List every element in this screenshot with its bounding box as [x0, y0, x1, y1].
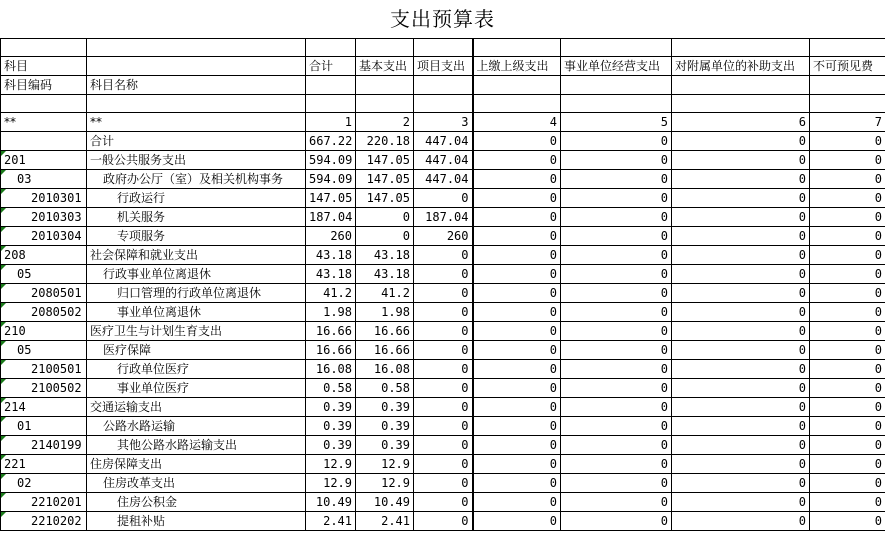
value-cell[interactable]: 0 — [414, 493, 473, 512]
value-cell[interactable]: 0 — [414, 189, 473, 208]
value-cell[interactable]: 0 — [672, 208, 810, 227]
header-row — [1, 57, 885, 76]
blank-cell[interactable] — [810, 95, 885, 113]
index-cell[interactable]: 4 — [473, 113, 561, 132]
table-row — [1, 360, 885, 379]
value-cell[interactable]: 0.39 — [306, 417, 356, 436]
header-cell[interactable] — [672, 76, 810, 95]
subject-code-cell[interactable]: 2010304 — [1, 227, 87, 246]
value-cell[interactable]: 2.41 — [306, 512, 356, 531]
blank-row — [1, 95, 885, 113]
value-cell[interactable]: 0 — [561, 284, 672, 303]
subject-name-cell[interactable]: 其他公路水路运输支出 — [87, 436, 306, 455]
index-cell[interactable]: ** — [1, 113, 87, 132]
value-cell[interactable]: 0 — [672, 246, 810, 265]
value-cell[interactable]: 16.08 — [356, 360, 414, 379]
value-cell[interactable]: 0 — [810, 151, 885, 170]
value-cell[interactable]: 41.2 — [306, 284, 356, 303]
value-cell[interactable]: 0 — [473, 151, 561, 170]
value-cell[interactable]: 0 — [473, 208, 561, 227]
value-cell[interactable]: 16.66 — [356, 341, 414, 360]
value-cell[interactable]: 0 — [810, 455, 885, 474]
blank-cell[interactable] — [561, 39, 672, 57]
value-cell[interactable]: 0 — [672, 303, 810, 322]
blank-cell[interactable] — [473, 39, 561, 57]
value-cell[interactable]: 0 — [473, 341, 561, 360]
table-row — [1, 322, 885, 341]
value-cell[interactable]: 0 — [414, 341, 473, 360]
value-cell[interactable]: 0 — [672, 436, 810, 455]
subject-name-cell[interactable]: 社会保障和就业支出 — [87, 246, 306, 265]
header-cell[interactable]: 科目 — [1, 57, 87, 76]
value-cell[interactable]: 447.04 — [414, 170, 473, 189]
value-cell[interactable]: 16.66 — [356, 322, 414, 341]
table-row — [1, 474, 885, 493]
value-cell[interactable]: 0 — [473, 170, 561, 189]
value-cell[interactable]: 0 — [414, 246, 473, 265]
subject-code-cell[interactable]: 03 — [1, 170, 87, 189]
value-cell[interactable]: 0 — [414, 417, 473, 436]
header-cell[interactable]: 基本支出 — [356, 57, 414, 76]
value-cell[interactable]: 0 — [473, 474, 561, 493]
subject-name-cell[interactable]: 提租补贴 — [87, 512, 306, 531]
value-cell[interactable]: 260 — [306, 227, 356, 246]
index-cell[interactable]: 5 — [561, 113, 672, 132]
value-cell[interactable]: 0 — [672, 170, 810, 189]
value-cell[interactable]: 0 — [561, 265, 672, 284]
table-row — [1, 512, 885, 531]
table-row — [1, 455, 885, 474]
value-cell[interactable]: 0 — [672, 417, 810, 436]
header-cell[interactable] — [810, 76, 885, 95]
subject-code-cell[interactable]: 201 — [1, 151, 87, 170]
subject-name-cell[interactable]: 合计 — [87, 132, 306, 151]
value-cell[interactable]: 0 — [473, 132, 561, 151]
value-cell[interactable]: 0 — [561, 341, 672, 360]
value-cell[interactable]: 1.98 — [306, 303, 356, 322]
value-cell[interactable]: 0 — [473, 284, 561, 303]
value-cell[interactable]: 594.09 — [306, 170, 356, 189]
blank-cell[interactable] — [561, 95, 672, 113]
value-cell[interactable]: 0 — [561, 417, 672, 436]
subject-code-cell[interactable]: 208 — [1, 246, 87, 265]
table-row — [1, 246, 885, 265]
table-row — [1, 208, 885, 227]
value-cell[interactable]: 0 — [810, 512, 885, 531]
value-cell[interactable]: 43.18 — [306, 246, 356, 265]
value-cell[interactable]: 0.39 — [356, 436, 414, 455]
value-cell[interactable]: 0 — [810, 360, 885, 379]
value-cell[interactable]: 0 — [810, 189, 885, 208]
value-cell[interactable]: 0 — [561, 246, 672, 265]
value-cell[interactable]: 0 — [810, 398, 885, 417]
header-cell[interactable] — [561, 76, 672, 95]
table-row — [1, 417, 885, 436]
header-cell[interactable] — [414, 76, 473, 95]
blank-cell[interactable] — [87, 39, 306, 57]
value-cell[interactable]: 0 — [473, 417, 561, 436]
value-cell[interactable]: 0 — [810, 493, 885, 512]
blank-cell[interactable] — [1, 39, 87, 57]
subject-name-cell[interactable]: 医疗保障 — [87, 341, 306, 360]
subject-code-cell[interactable]: 2080501 — [1, 284, 87, 303]
subject-code-cell[interactable]: 01 — [1, 417, 87, 436]
table-row — [1, 493, 885, 512]
page-title: 支出预算表 — [390, 7, 495, 31]
value-cell[interactable]: 0 — [672, 284, 810, 303]
table-row — [1, 398, 885, 417]
value-cell[interactable]: 0 — [810, 227, 885, 246]
value-cell[interactable]: 0 — [561, 132, 672, 151]
header-cell[interactable] — [87, 57, 306, 76]
value-cell[interactable]: 12.9 — [356, 455, 414, 474]
table-body — [1, 39, 885, 531]
value-cell[interactable]: 0 — [672, 455, 810, 474]
value-cell[interactable]: 0 — [810, 341, 885, 360]
value-cell[interactable]: 43.18 — [356, 265, 414, 284]
value-cell[interactable]: 0 — [561, 455, 672, 474]
value-cell[interactable]: 0 — [473, 455, 561, 474]
value-cell[interactable]: 0 — [473, 303, 561, 322]
value-cell[interactable]: 0 — [561, 493, 672, 512]
blank-cell[interactable] — [672, 39, 810, 57]
value-cell[interactable]: 0 — [810, 303, 885, 322]
table-row — [1, 379, 885, 398]
value-cell[interactable]: 0 — [672, 341, 810, 360]
value-cell[interactable]: 41.2 — [356, 284, 414, 303]
index-cell[interactable]: 6 — [672, 113, 810, 132]
value-cell[interactable]: 0 — [810, 132, 885, 151]
value-cell[interactable]: 220.18 — [356, 132, 414, 151]
value-cell[interactable]: 0 — [561, 189, 672, 208]
value-cell[interactable]: 12.9 — [306, 474, 356, 493]
index-row — [1, 113, 885, 132]
subject-name-cell[interactable]: 归口管理的行政单位离退休 — [87, 284, 306, 303]
value-cell[interactable]: 16.08 — [306, 360, 356, 379]
header-cell[interactable]: 不可预见费 — [810, 57, 885, 76]
value-cell[interactable]: 0 — [561, 303, 672, 322]
value-cell[interactable]: 0 — [561, 322, 672, 341]
value-cell[interactable]: 0 — [473, 227, 561, 246]
subject-name-cell[interactable]: 住房改革支出 — [87, 474, 306, 493]
header-cell[interactable]: 上缴上级支出 — [473, 57, 561, 76]
subject-name-cell[interactable]: 专项服务 — [87, 227, 306, 246]
value-cell[interactable]: 0 — [672, 151, 810, 170]
blank-cell[interactable] — [414, 39, 473, 57]
value-cell[interactable]: 0 — [356, 227, 414, 246]
value-cell[interactable]: 187.04 — [306, 208, 356, 227]
value-cell[interactable]: 0 — [810, 379, 885, 398]
value-cell[interactable]: 0 — [672, 493, 810, 512]
value-cell[interactable]: 0.39 — [356, 417, 414, 436]
header-cell[interactable]: 事业单位经营支出 — [561, 57, 672, 76]
value-cell[interactable]: 0 — [672, 189, 810, 208]
header-cell[interactable]: 科目编码 — [1, 76, 87, 95]
value-cell[interactable]: 0.58 — [356, 379, 414, 398]
table-row — [1, 189, 885, 208]
subject-name-cell[interactable]: 事业单位医疗 — [87, 379, 306, 398]
value-cell[interactable]: 0 — [561, 170, 672, 189]
value-cell[interactable]: 447.04 — [414, 132, 473, 151]
value-cell[interactable]: 0 — [561, 208, 672, 227]
value-cell[interactable]: 0 — [473, 379, 561, 398]
value-cell[interactable]: 0 — [810, 436, 885, 455]
value-cell[interactable]: 0 — [473, 398, 561, 417]
subject-code-cell[interactable]: 05 — [1, 265, 87, 284]
value-cell[interactable]: 0 — [414, 398, 473, 417]
blank-cell[interactable] — [414, 95, 473, 113]
value-cell[interactable]: 0 — [561, 512, 672, 531]
value-cell[interactable]: 0 — [414, 265, 473, 284]
subject-code-cell[interactable]: 2100502 — [1, 379, 87, 398]
header-cell[interactable]: 项目支出 — [414, 57, 473, 76]
header-row — [1, 76, 885, 95]
value-cell[interactable]: 0 — [810, 170, 885, 189]
value-cell[interactable]: 0 — [561, 398, 672, 417]
blank-cell[interactable] — [306, 95, 356, 113]
blank-cell[interactable] — [672, 95, 810, 113]
value-cell[interactable]: 12.9 — [306, 455, 356, 474]
header-cell[interactable] — [473, 76, 561, 95]
value-cell[interactable]: 594.09 — [306, 151, 356, 170]
table-row — [1, 303, 885, 322]
value-cell[interactable]: 0 — [810, 246, 885, 265]
value-cell[interactable]: 16.66 — [306, 341, 356, 360]
subject-name-cell[interactable]: 住房保障支出 — [87, 455, 306, 474]
subject-name-cell[interactable]: 医疗卫生与计划生育支出 — [87, 322, 306, 341]
value-cell[interactable]: 1.98 — [356, 303, 414, 322]
value-cell[interactable]: 0 — [810, 417, 885, 436]
value-cell[interactable]: 0 — [356, 208, 414, 227]
subject-name-cell[interactable]: 事业单位离退休 — [87, 303, 306, 322]
value-cell[interactable]: 0 — [810, 284, 885, 303]
table-row — [1, 151, 885, 170]
blank-cell[interactable] — [473, 95, 561, 113]
value-cell[interactable]: 0 — [810, 265, 885, 284]
index-cell[interactable]: ** — [87, 113, 306, 132]
value-cell[interactable]: 0 — [473, 246, 561, 265]
value-cell[interactable]: 0.58 — [306, 379, 356, 398]
table-row — [1, 227, 885, 246]
header-cell[interactable] — [356, 76, 414, 95]
value-cell[interactable]: 147.05 — [306, 189, 356, 208]
subject-code-cell[interactable]: 2010303 — [1, 208, 87, 227]
subject-name-cell[interactable]: 机关服务 — [87, 208, 306, 227]
blank-cell[interactable] — [810, 39, 885, 57]
index-cell[interactable]: 2 — [356, 113, 414, 132]
value-cell[interactable]: 0 — [473, 189, 561, 208]
header-cell[interactable]: 科目名称 — [87, 76, 306, 95]
blank-row — [1, 39, 885, 57]
value-cell[interactable]: 0 — [473, 493, 561, 512]
value-cell[interactable]: 0 — [414, 360, 473, 379]
value-cell[interactable]: 0 — [414, 284, 473, 303]
value-cell[interactable]: 147.05 — [356, 189, 414, 208]
table-row — [1, 170, 885, 189]
subject-name-cell[interactable]: 行政运行 — [87, 189, 306, 208]
blank-cell[interactable] — [356, 39, 414, 57]
value-cell[interactable]: 0 — [672, 379, 810, 398]
index-cell[interactable]: 7 — [810, 113, 885, 132]
value-cell[interactable]: 0 — [561, 379, 672, 398]
value-cell[interactable]: 43.18 — [356, 246, 414, 265]
value-cell[interactable]: 0 — [414, 455, 473, 474]
subject-name-cell[interactable]: 住房公积金 — [87, 493, 306, 512]
value-cell[interactable]: 43.18 — [306, 265, 356, 284]
header-cell[interactable] — [306, 76, 356, 95]
subject-code-cell[interactable]: 214 — [1, 398, 87, 417]
value-cell[interactable]: 0 — [473, 322, 561, 341]
value-cell[interactable]: 0 — [473, 436, 561, 455]
value-cell[interactable]: 10.49 — [306, 493, 356, 512]
subject-code-cell[interactable]: 2010301 — [1, 189, 87, 208]
value-cell[interactable]: 2.41 — [356, 512, 414, 531]
value-cell[interactable]: 260 — [414, 227, 473, 246]
subject-code-cell[interactable]: 02 — [1, 474, 87, 493]
value-cell[interactable]: 147.05 — [356, 170, 414, 189]
subject-code-cell[interactable] — [1, 132, 87, 151]
value-cell[interactable]: 0 — [473, 512, 561, 531]
value-cell[interactable]: 0 — [672, 512, 810, 531]
header-cell[interactable]: 合计 — [306, 57, 356, 76]
value-cell[interactable]: 667.22 — [306, 132, 356, 151]
blank-cell[interactable] — [1, 95, 87, 113]
value-cell[interactable]: 0 — [672, 132, 810, 151]
value-cell[interactable]: 0 — [672, 360, 810, 379]
subject-name-cell[interactable]: 公路水路运输 — [87, 417, 306, 436]
value-cell[interactable]: 0 — [672, 398, 810, 417]
value-cell[interactable]: 0 — [561, 436, 672, 455]
subject-code-cell[interactable]: 2080502 — [1, 303, 87, 322]
header-cell[interactable]: 对附属单位的补助支出 — [672, 57, 810, 76]
subject-code-cell[interactable]: 221 — [1, 455, 87, 474]
value-cell[interactable]: 12.9 — [356, 474, 414, 493]
value-cell[interactable]: 0.39 — [306, 436, 356, 455]
value-cell[interactable]: 147.05 — [356, 151, 414, 170]
index-cell[interactable]: 1 — [306, 113, 356, 132]
subject-name-cell[interactable]: 行政事业单位离退休 — [87, 265, 306, 284]
value-cell[interactable]: 0.39 — [356, 398, 414, 417]
value-cell[interactable]: 0 — [414, 474, 473, 493]
value-cell[interactable]: 0 — [561, 151, 672, 170]
value-cell[interactable]: 0.39 — [306, 398, 356, 417]
subject-name-cell[interactable]: 行政单位医疗 — [87, 360, 306, 379]
budget-table — [0, 38, 885, 531]
blank-cell[interactable] — [306, 39, 356, 57]
value-cell[interactable]: 0 — [414, 303, 473, 322]
blank-cell[interactable] — [87, 95, 306, 113]
value-cell[interactable]: 0 — [810, 322, 885, 341]
subject-name-cell[interactable]: 政府办公厅（室）及相关机构事务 — [87, 170, 306, 189]
value-cell[interactable]: 187.04 — [414, 208, 473, 227]
value-cell[interactable]: 0 — [810, 208, 885, 227]
table-row — [1, 132, 885, 151]
value-cell[interactable]: 447.04 — [414, 151, 473, 170]
value-cell[interactable]: 0 — [414, 322, 473, 341]
value-cell[interactable]: 0 — [414, 512, 473, 531]
subject-name-cell[interactable]: 一般公共服务支出 — [87, 151, 306, 170]
subject-code-cell[interactable]: 2210202 — [1, 512, 87, 531]
value-cell[interactable]: 0 — [561, 227, 672, 246]
subject-name-cell[interactable]: 交通运输支出 — [87, 398, 306, 417]
value-cell[interactable]: 0 — [672, 265, 810, 284]
table-row — [1, 341, 885, 360]
subject-code-cell[interactable]: 2210201 — [1, 493, 87, 512]
table-row — [1, 265, 885, 284]
value-cell[interactable]: 0 — [414, 379, 473, 398]
subject-code-cell[interactable]: 2140199 — [1, 436, 87, 455]
value-cell[interactable]: 0 — [561, 360, 672, 379]
table-row — [1, 436, 885, 455]
value-cell[interactable]: 16.66 — [306, 322, 356, 341]
value-cell[interactable]: 0 — [672, 474, 810, 493]
subject-code-cell[interactable]: 2100501 — [1, 360, 87, 379]
index-cell[interactable]: 3 — [414, 113, 473, 132]
table-row — [1, 284, 885, 303]
value-cell[interactable]: 0 — [473, 360, 561, 379]
value-cell[interactable]: 0 — [672, 322, 810, 341]
value-cell[interactable]: 0 — [561, 474, 672, 493]
subject-code-cell[interactable]: 210 — [1, 322, 87, 341]
value-cell[interactable]: 0 — [473, 265, 561, 284]
subject-code-cell[interactable]: 05 — [1, 341, 87, 360]
blank-cell[interactable] — [356, 95, 414, 113]
value-cell[interactable]: 0 — [414, 436, 473, 455]
value-cell[interactable]: 10.49 — [356, 493, 414, 512]
value-cell[interactable]: 0 — [672, 227, 810, 246]
value-cell[interactable]: 0 — [810, 474, 885, 493]
